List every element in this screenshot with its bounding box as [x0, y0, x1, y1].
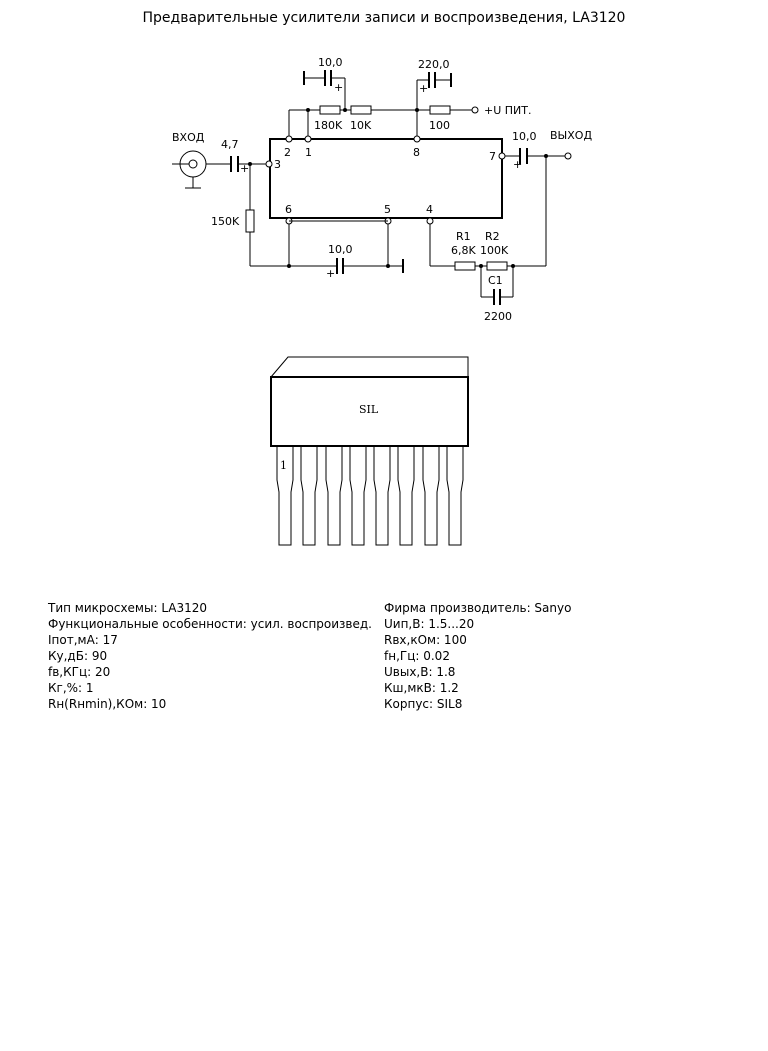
c-bottom-value: 10,0 [328, 243, 353, 256]
supply-terminal [472, 107, 478, 113]
pin-number-5: 5 [384, 203, 391, 216]
r2-value: 100K [480, 244, 509, 257]
pin-number-4: 4 [426, 203, 433, 216]
pin7-node [499, 153, 505, 159]
c-out-value: 10,0 [512, 130, 537, 143]
spec-upper-frequency: fв,КГц: 20 [48, 665, 111, 679]
spec-chip-type: Тип микросхемы: LA3120 [48, 601, 208, 615]
c1-name: C1 [488, 274, 503, 287]
c-top-right-plus: + [419, 82, 429, 95]
r1-value: 6,8K [451, 244, 476, 257]
spec-distortion: Кг,%: 1 [48, 681, 94, 695]
resistor-180k [320, 106, 340, 114]
pin-number-2: 2 [284, 146, 291, 159]
r-180k-value: 180K [314, 119, 343, 132]
resistor-10k [351, 106, 371, 114]
pin8-node [414, 136, 420, 142]
spec-input-resistance: Rвх,кОм: 100 [384, 633, 467, 647]
page-title: Предварительные усилители записи и воспроизведения, LA3120 [142, 10, 626, 26]
output-terminal [565, 153, 571, 159]
specs-right-column [384, 600, 571, 712]
r2-name: R2 [485, 230, 500, 243]
resistor-r1 [455, 262, 475, 270]
pin-number-6: 6 [285, 203, 292, 216]
spec-function: Функциональные особенности: усил. воспроизвед. [48, 617, 372, 631]
r-100-value: 100 [429, 119, 450, 132]
pin-number-3: 3 [274, 158, 281, 171]
c-top-right-value: 220,0 [418, 58, 450, 71]
spec-noise: Кш,мкВ: 1.2 [384, 681, 459, 695]
spec-supply-current: Iпот,мА: 17 [48, 633, 118, 647]
resistor-r2 [487, 262, 507, 270]
resistor-150k [246, 210, 254, 232]
r-150k-value: 150K [211, 215, 240, 228]
specs-left-column [48, 600, 372, 712]
pin3-node [266, 161, 272, 167]
pin-number-1: 1 [305, 146, 312, 159]
resistor-100 [430, 106, 450, 114]
spec-supply-voltage: Uип,В: 1.5...20 [384, 617, 475, 631]
spec-output-voltage: Uвых,В: 1.8 [384, 665, 456, 679]
package-leads [277, 446, 463, 545]
c-out-plus: + [513, 158, 523, 171]
package-pin1-label: 1 [280, 459, 287, 472]
c-in-plus: + [240, 162, 250, 175]
pin2-node [286, 136, 292, 142]
spec-lower-frequency: fн,Гц: 0.02 [384, 649, 450, 663]
pin4-node [427, 218, 433, 224]
c-bottom-plus: + [326, 267, 336, 280]
c-in-value: 4,7 [221, 138, 239, 151]
output-label: ВЫХОД [550, 129, 593, 142]
r-10k-value: 10K [350, 119, 372, 132]
pin-number-8: 8 [413, 146, 420, 159]
spec-load-resistance: Rн(Rнmin),КОм: 10 [48, 697, 167, 711]
pin1-node [305, 136, 311, 142]
c-top-left-plus: + [334, 81, 344, 94]
package-label: SIL [359, 403, 379, 416]
spec-gain: Ку,дБ: 90 [48, 649, 108, 663]
sil-package [271, 357, 468, 446]
spec-package: Корпус: SIL8 [384, 697, 463, 711]
supply-label: +U ПИТ. [484, 104, 532, 117]
package-top-bevel [271, 357, 468, 377]
pin-number-7: 7 [489, 150, 496, 163]
c-top-left-value: 10,0 [318, 56, 343, 69]
r1-name: R1 [456, 230, 471, 243]
spec-manufacturer: Фирма производитель: Sanyo [384, 601, 572, 615]
c1-value: 2200 [484, 310, 512, 323]
input-label: ВХОД [172, 131, 205, 144]
